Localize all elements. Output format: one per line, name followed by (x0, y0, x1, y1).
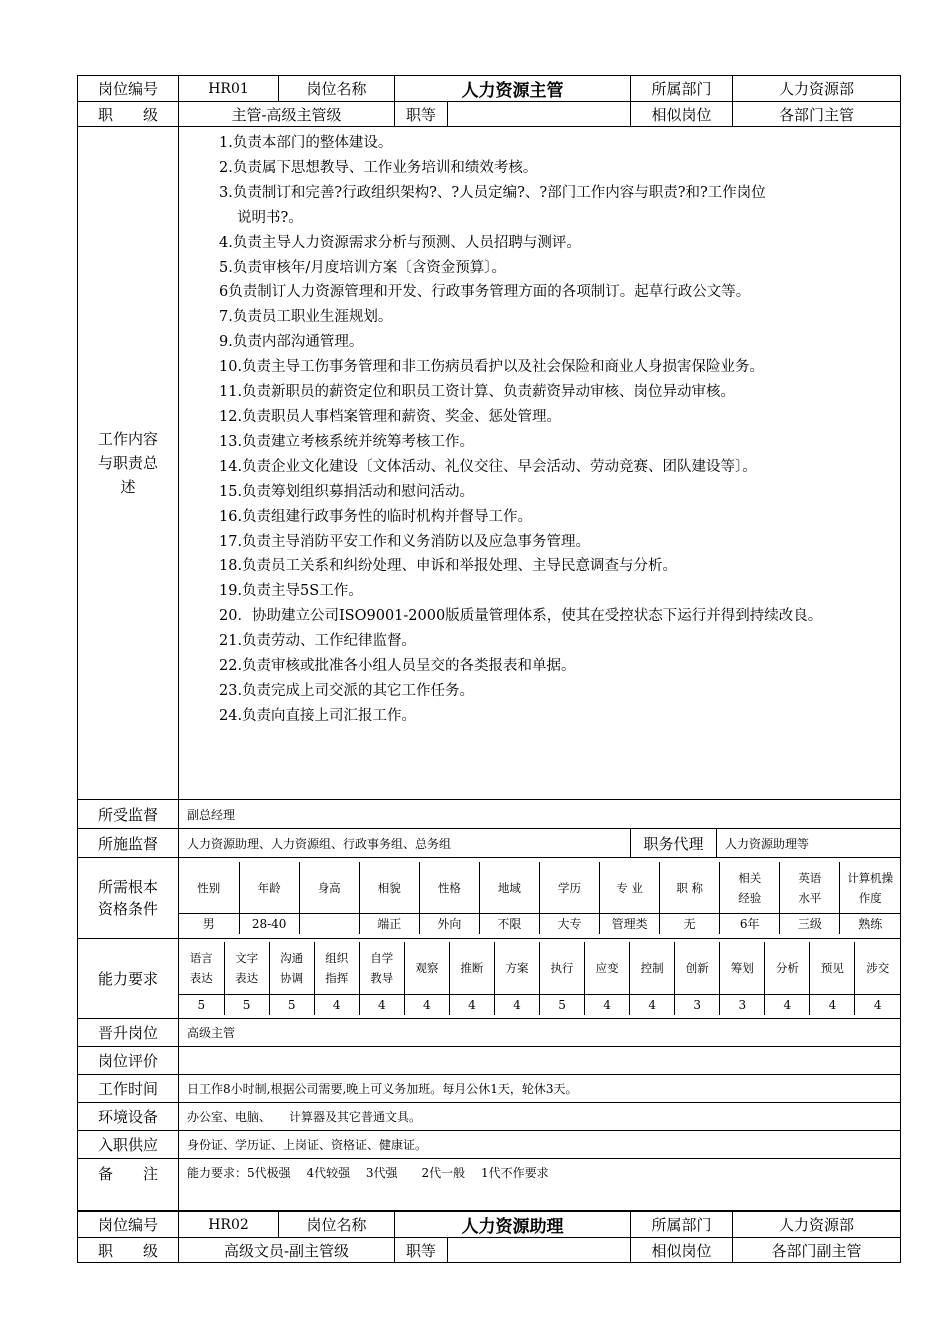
ability-score: 4 (810, 994, 855, 1015)
qual-header: 地域 (479, 862, 539, 914)
duty-item: 19.负责主导5S工作。 (219, 583, 363, 600)
department: 人力资源部 (733, 76, 901, 102)
ability-score: 5 (540, 994, 585, 1015)
duty-item: 4.负责主导人力资源需求分析与预测、人员招聘与测评。 (219, 234, 581, 251)
qual-header: 年龄 (239, 862, 299, 914)
work-hours-label: 工作时间 (78, 1075, 179, 1103)
qual-header: 计算机操作度 (840, 862, 900, 914)
duty-item: 17.负责主导消防平安工作和义务消防以及应急事务管理。 (219, 533, 591, 550)
qual-value: 管理类 (600, 914, 660, 935)
qual-header: 身高 (299, 862, 359, 914)
ability-header: 筹划 (720, 942, 765, 994)
similar-job: 各部门副主管 (733, 1238, 901, 1263)
remarks: 能力要求：5代极强 4代较强 3代强 2代一般 1代不作要求 (179, 1159, 901, 1211)
ability-score: 4 (449, 994, 494, 1015)
duty-item: 3.负责制订和完善?行政组织架构?、?人员定编?、?部门工作内容与职责?和?工作岗位 (219, 184, 766, 201)
duty-item: 14.负责企业文化建设〔文体活动、礼仪交往、早会活动、劳动竞赛、团队建设等〕。 (219, 458, 757, 475)
duty-item: 24.负责向直接上司汇报工作。 (219, 707, 417, 724)
ability-header: 推断 (449, 942, 494, 994)
ability-score: 4 (314, 994, 359, 1015)
ability-header: 语言表达 (179, 942, 224, 994)
job-name: 人力资源助理 (395, 1212, 631, 1238)
ability-header: 方案 (494, 942, 539, 994)
similar-job: 各部门主管 (733, 102, 901, 127)
equipment-label: 环境设备 (78, 1103, 179, 1131)
applied-supervision-label: 所施监督 (78, 829, 179, 858)
applied-supervision: 人力资源助理、人力资源组、行政事务组、总务组 (179, 829, 631, 858)
ability-score: 5 (269, 994, 314, 1015)
equipment: 办公室、电脑、 计算器及其它普通文具。 (179, 1103, 901, 1131)
qual-value: 28-40 (239, 914, 299, 935)
ability-score: 4 (585, 994, 630, 1015)
duty-item: 7.负责员工职业生涯规划。 (219, 309, 393, 326)
ability-header: 自学教导 (359, 942, 404, 994)
similar-job-label: 相似岗位 (631, 102, 733, 127)
remarks-label: 备 注 (78, 1159, 179, 1211)
grade-label: 职等 (395, 102, 448, 127)
ability-score: 4 (873, 997, 882, 1012)
similar-job-label: 相似岗位 (631, 1238, 733, 1263)
ability-score: 4 (630, 994, 675, 1015)
promotion: 高级主管 (179, 1019, 901, 1047)
duty-item: 22.负责审核或批准各小组人员呈交的各类报表和单据。 (219, 658, 576, 675)
job-description-table (77, 75, 901, 1211)
ability-header: 涉交 (855, 942, 900, 994)
job-name: 人力资源主管 (395, 76, 631, 102)
duty-item: 9.负责内部沟通管理。 (219, 334, 364, 351)
duties-label: 工作内容与职责总述 (78, 127, 179, 800)
ability-score: 5 (179, 994, 224, 1015)
duty-item: 5.负责审核年/月度培训方案〔含资金预算〕。 (219, 259, 506, 276)
ability-score: 3 (720, 994, 765, 1015)
level: 高级文员-副主管级 (179, 1238, 395, 1263)
received-supervision-label: 所受监督 (78, 800, 179, 829)
level: 主管-高级主管级 (179, 102, 395, 127)
ability-header: 控制 (630, 942, 675, 994)
ability-score: 4 (404, 994, 449, 1015)
ability-score: 4 (359, 994, 404, 1015)
ability-header: 预见 (810, 942, 855, 994)
duty-item-continued: 说明书?。 (237, 209, 303, 226)
qual-header: 相关经验 (720, 862, 780, 914)
duty-item: 15.负责筹划组织募捐活动和慰问活动。 (219, 483, 475, 500)
qual-header: 专 业 (600, 862, 660, 914)
ability-header: 沟通协调 (269, 942, 314, 994)
deputy: 人力资源助理等 (717, 829, 901, 858)
evaluation-label: 岗位评价 (78, 1047, 179, 1075)
job-code: HR02 (179, 1212, 279, 1238)
ability-score: 5 (224, 994, 269, 1015)
duty-item: 23.负责完成上司交派的其它工作任务。 (219, 682, 475, 699)
ability-header: 执行 (540, 942, 585, 994)
ability-header: 文字表达 (224, 942, 269, 994)
ability-header: 观察 (404, 942, 449, 994)
department: 人力资源部 (733, 1212, 901, 1238)
onboarding-label: 入职供应 (78, 1131, 179, 1159)
qual-header: 英语水平 (780, 862, 840, 914)
grade-label: 职等 (395, 1238, 448, 1263)
ability-header: 组织指挥 (314, 942, 359, 994)
duty-item: 13.负责建立考核系统并统筹考核工作。 (219, 433, 475, 450)
ability-header: 创新 (675, 942, 720, 994)
duty-item: 21.负责劳动、工作纪律监督。 (219, 633, 417, 650)
qual-value: 男 (179, 914, 239, 935)
qual-value: 大专 (539, 914, 599, 935)
work-hours: 日工作8小时制,根据公司需要,晚上可义务加班。每月公休1天，轮休3天。 (179, 1075, 901, 1103)
duty-item: 18.负责员工关系和纠纷处理、申诉和举报处理、主导民意调查与分析。 (219, 558, 678, 575)
qual-value: 外向 (419, 914, 479, 935)
ability-score: 4 (765, 994, 810, 1015)
job-code-label: 岗位编号 (78, 1212, 179, 1238)
job-code: HR01 (179, 76, 279, 102)
department-label: 所属部门 (631, 1212, 733, 1238)
abilities-label: 能力要求 (78, 939, 179, 1019)
qual-header: 职 称 (660, 862, 720, 914)
qualifications-grid (179, 858, 901, 939)
evaluation (179, 1047, 901, 1075)
qual-value: 6年 (720, 914, 780, 935)
qual-header: 性别 (179, 862, 239, 914)
qualifications-label: 所需根本资格条件 (78, 858, 179, 939)
ability-score: 4 (494, 994, 539, 1015)
qual-value: 无 (660, 914, 720, 935)
duty-item: 12.负责职员人事档案管理和薪资、奖金、惩处管理。 (219, 408, 562, 425)
duties-content (179, 127, 901, 800)
received-supervision: 副总经理 (179, 800, 901, 829)
qual-header: 性格 (419, 862, 479, 914)
duty-item: 20．协助建立公司ISO9001-2000版质量管理体系，使其在受控状态下运行并得到持续改良。 (219, 608, 823, 625)
ability-header: 应变 (585, 942, 630, 994)
ability-score: 3 (675, 994, 720, 1015)
job-name-label: 岗位名称 (279, 1212, 395, 1238)
qual-header: 学历 (539, 862, 599, 914)
deputy-label: 职务代理 (631, 829, 717, 858)
department-label: 所属部门 (631, 76, 733, 102)
qual-value: 三级 (780, 914, 840, 935)
duty-item: 2.负责属下思想教导、工作业务培训和绩效考核。 (219, 159, 538, 176)
qual-value: 端正 (359, 914, 419, 935)
abilities-grid (179, 939, 901, 1019)
qual-header: 相貌 (359, 862, 419, 914)
grade (448, 1238, 631, 1263)
promotion-label: 晋升岗位 (78, 1019, 179, 1047)
qual-value: 熟练 (858, 917, 883, 932)
duty-item: 10.负责主导工伤事务管理和非工伤病员看护以及社会保险和商业人身损害保险业务。 (219, 359, 765, 376)
onboarding: 身份证、学历证、上岗证、资格证、健康证。 (179, 1131, 901, 1159)
level-label: 职 级 (78, 1238, 179, 1263)
duty-item: 11.负责新职员的薪资定位和职员工资计算、负责薪资异动审核、岗位异动审核。 (219, 384, 736, 401)
level-label: 职 级 (78, 102, 179, 127)
duty-item: 1.负责本部门的整体建设。 (219, 135, 393, 151)
job-code-label: 岗位编号 (78, 76, 179, 102)
next-job-description-table (77, 1211, 901, 1263)
duty-item: 16.负责组建行政事务性的临时机构并督导工作。 (219, 508, 533, 525)
job-name-label: 岗位名称 (279, 76, 395, 102)
qual-value (299, 914, 359, 935)
grade (448, 102, 631, 127)
ability-header: 分析 (765, 942, 810, 994)
duty-item: 6负责制订人力资源管理和开发、行政事务管理方面的各项制订。起草行政公文等。 (219, 284, 751, 301)
qual-value: 不限 (479, 914, 539, 935)
